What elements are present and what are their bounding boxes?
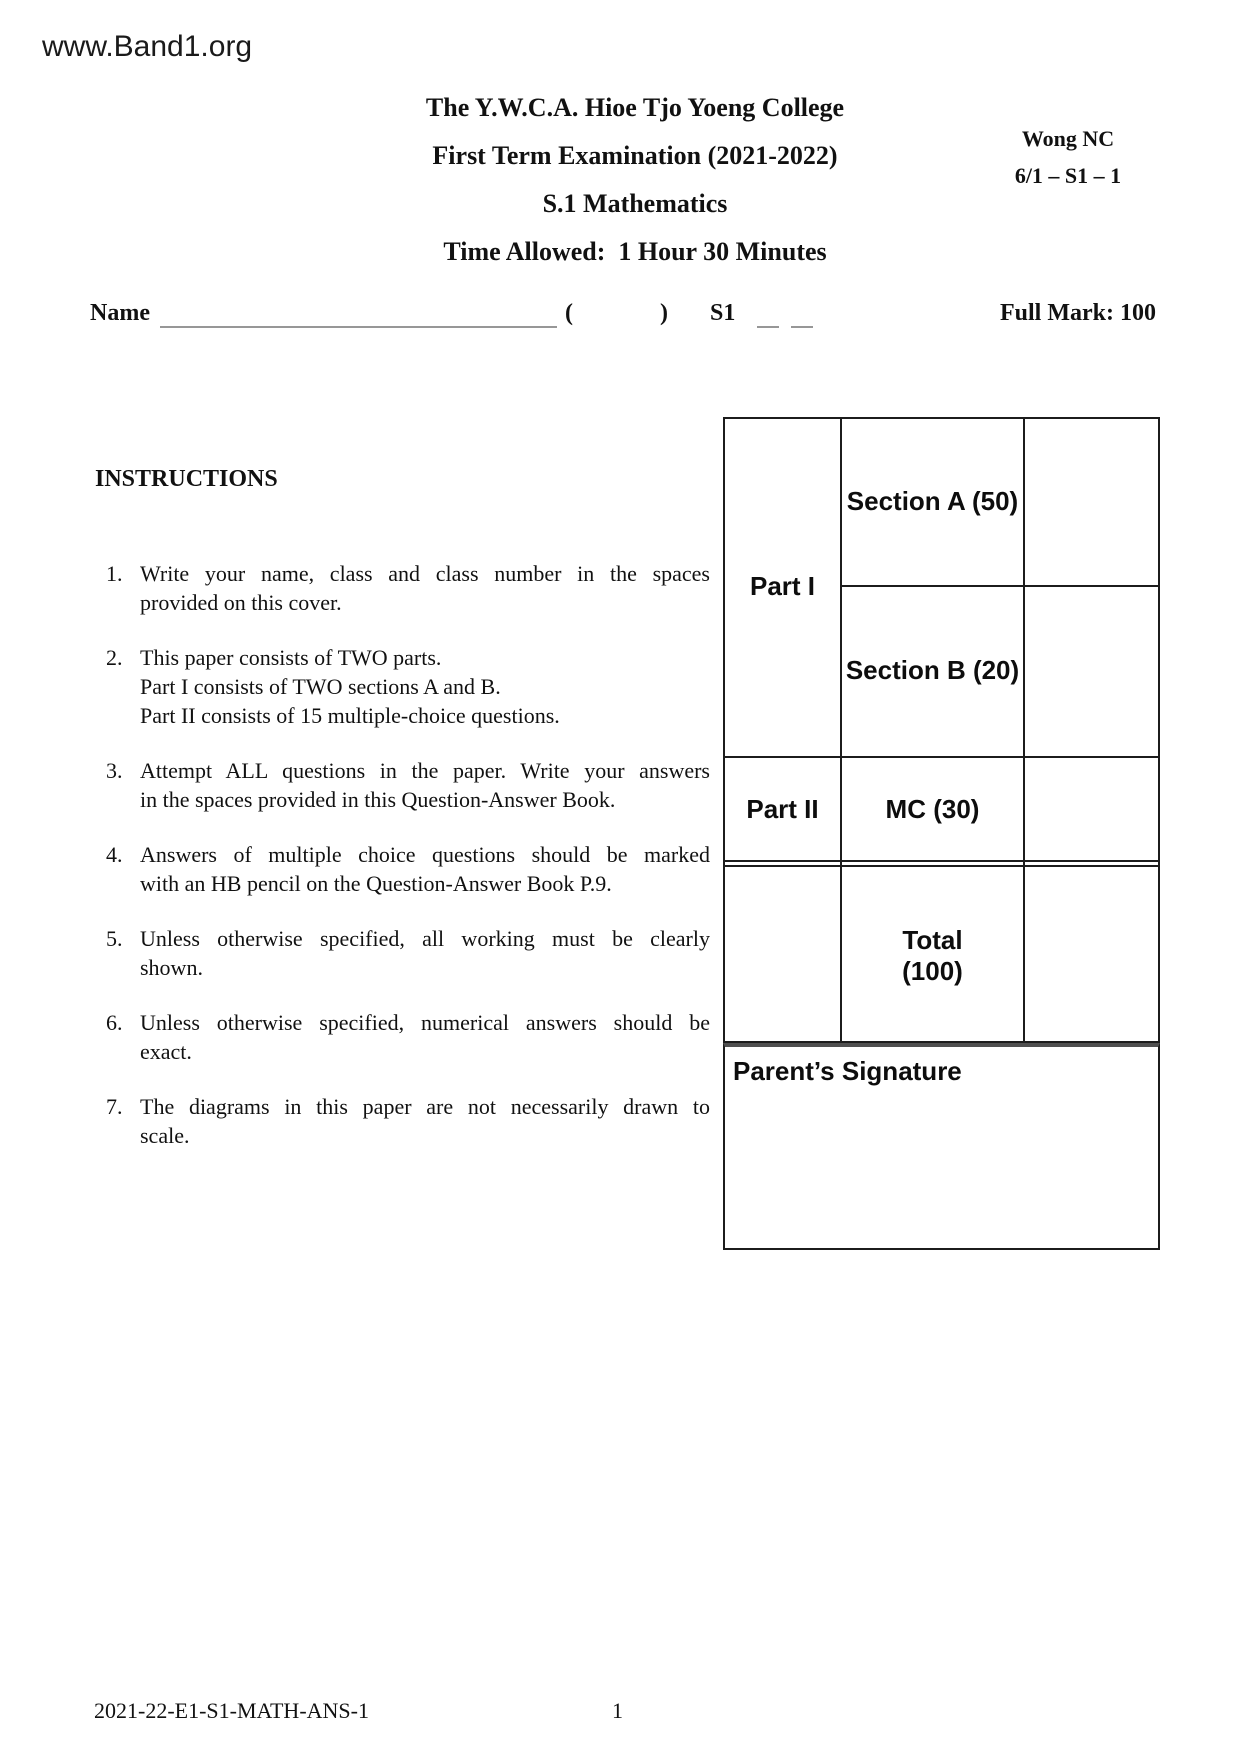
instructions-section	[95, 466, 710, 1176]
instruction-item	[95, 1092, 710, 1150]
item-number: 2.	[106, 645, 123, 670]
teacher-name: Wong NC	[1021, 126, 1115, 151]
title-block	[426, 84, 844, 276]
school-name: The Y.W.C.A. Hioe Tjo Yoeng College	[425, 93, 845, 122]
instruction-item	[95, 559, 710, 617]
paper-code: 6/1 – S1 – 1	[1014, 163, 1122, 188]
part2-row-label: Part II	[746, 794, 819, 824]
name-blank-line	[160, 302, 557, 328]
class-prefix: S1	[710, 300, 736, 326]
score-cell-mc	[1025, 758, 1158, 858]
mc-cell: MC (30)	[885, 794, 980, 824]
item-number: 7.	[106, 1094, 123, 1119]
instruction-item	[95, 924, 710, 982]
parent-signature-label: Parent’s Signature	[733, 1056, 962, 1086]
exam-title: First Term Examination (2021-2022)	[432, 141, 838, 170]
instruction-item	[95, 643, 710, 730]
score-cell-total	[1025, 868, 1158, 1041]
item-text: This paper consists of TWO parts. Part I consists of TWO sections A and B. Part II consists of 15 multiple-choice questions.	[140, 645, 560, 728]
subject-title: S.1 Mathematics	[542, 189, 728, 218]
watermark-text: www.Band1.org	[42, 30, 253, 63]
part1-row-label: Part I	[749, 571, 816, 601]
instructions-heading: INSTRUCTIONS	[95, 466, 278, 492]
full-mark-label: Full Mark: 100	[1000, 300, 1156, 326]
instruction-item	[95, 1008, 710, 1066]
teacher-block	[1015, 120, 1121, 194]
class-blank-2	[791, 302, 813, 328]
item-text: Answers of multiple choice questions should be marked with an HB pencil on the Question-Answer Book P.9.	[140, 842, 710, 896]
double-line-bottom	[725, 865, 1158, 867]
class-paren-close: )	[660, 300, 668, 326]
page-number: 1	[612, 1698, 623, 1723]
score-cell-section-a	[1025, 419, 1158, 583]
score-cell-section-b	[1025, 587, 1158, 754]
class-paren-open: (	[565, 300, 573, 326]
item-number: 3.	[106, 758, 123, 783]
total-cell: Total (100)	[902, 925, 963, 986]
item-text: The diagrams in this paper are not necessarily drawn to scale.	[140, 1094, 710, 1148]
instruction-item	[95, 756, 710, 814]
item-text: Write your name, class and class number in the spaces provided on this cover.	[140, 561, 710, 615]
item-number: 1.	[106, 561, 123, 586]
item-text: Unless otherwise specified, numerical answers should be exact.	[140, 1010, 710, 1064]
item-number: 5.	[106, 926, 123, 951]
section-b-cell: Section B (20)	[845, 655, 1020, 685]
name-label: Name	[90, 300, 150, 326]
item-number: 4.	[106, 842, 123, 867]
class-blank-1	[757, 302, 779, 328]
item-number: 6.	[106, 1010, 123, 1035]
item-text: Attempt ALL questions in the paper. Write your answers in the spaces provided in this Question-Answer Book.	[140, 758, 710, 812]
section-a-cell: Section A (50)	[846, 486, 1019, 516]
time-allowed: Time Allowed: 1 Hour 30 Minutes	[443, 237, 827, 266]
document-code: 2021-22-E1-S1-MATH-ANS-1	[94, 1698, 369, 1723]
double-line-top	[725, 860, 1158, 862]
instruction-item	[95, 840, 710, 898]
item-text: Unless otherwise specified, all working must be clearly shown.	[140, 926, 710, 980]
